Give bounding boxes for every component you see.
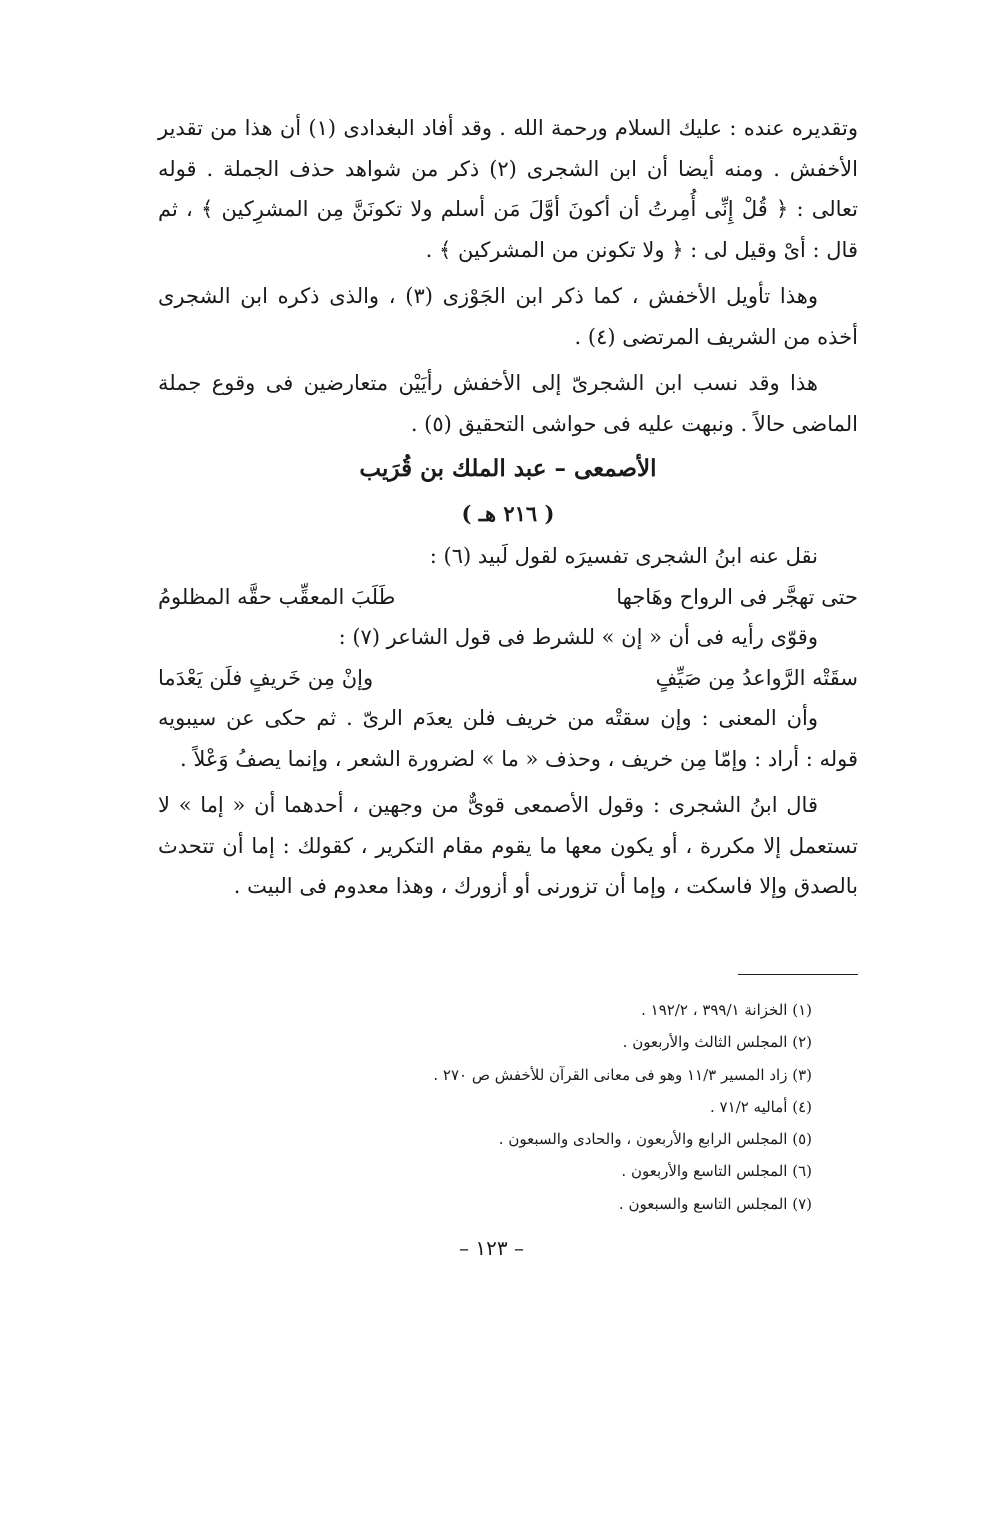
paragraph-1: وتقديره عنده : عليك السلام ورحمة الله . وقد أفاد البغدادى (١) أن هذا من تقدير الأخفش . ومنه أيضا أن ابن الشجرى (٢) ذكر من شواهد حذف الجملة . قوله تعالى : ﴿ قُلْ إِنِّى أُمِرتُ أن أكونَ أوَّلَ مَن أسلم ولا تكونَنَّ مِن المشرِكين ﴾ ، ثم قال : أىْ وقيل لى : ﴿ ولا تكونن من المشركين ﴾ . [158,116,858,262]
intro-line: نقل عنه ابنُ الشجرى تفسيرَه لقول لَبيد (٦) : [429,544,818,568]
section-date: ( ٢١٦ هـ ) [461,501,555,526]
paragraph-3: هذا وقد نسب ابن الشجرىّ إلى الأخفش رأيَيْن متعارضين فى وقوع جملة الماضى حالاً . ونبهت عليه فى حواشى التحقيق (٥) . [158,371,858,436]
footnote: (٢) المجلس الثالث والأربعون . [622,1033,812,1052]
footnote: (٣) زاد المسير ١١/٣ وهو فى معانى القرآن للأخفش ص ٢٧٠ . [433,1065,812,1084]
footnote: (٧) المجلس التاسع والسبعون . [618,1194,812,1213]
verse-lebid [158,577,858,618]
paragraph-ibn-shajari: قال ابنُ الشجرى : وقول الأصمعى قوىٌّ من وجهين ، أحدهما أن « إما » لا تستعمل إلا مكررة ، أو يكون معها ما يقوم مقام التكرير ، كقولك : إما أن تتحدث بالصدق وإلا فاسكت ، وإما أن تزورنى أو أزورك ، وهذا معدوم فى البيت . [158,793,858,898]
footnote: (٤) أماليه ٧١/٢ . [709,1097,812,1116]
verse-first-hemistich: حتى تهجَّر فى الرواح وهَاجها [616,584,858,609]
footnote: (١) الخزانة ٣٩٩/١ ، ١٩٢/٢ . [641,1001,812,1019]
page-number: – ١٢٣ – [459,1236,524,1260]
footnote: (٦) المجلس التاسع والأربعون . [621,1162,812,1181]
verse-first-hemistich: سقَتْه الرَّواعدُ مِن صَيِّفٍ [655,665,858,690]
paragraph-2: وهذا تأويل الأخفش ، كما ذكر ابن الجَوْزى (٣) ، والذى ذكره ابن الشجرى أخذه من الشريف المرتضى (٤) . [158,284,858,349]
condition-line: وقوّى رأيه فى أن « إن » للشرط فى قول الشاعر (٧) : [338,625,818,649]
main-text [158,108,858,907]
verse-second-hemistich: وإنْ مِن خَريفٍ فلَن يَعْدَما [158,665,374,690]
section-heading: الأصمعى – عبد الملك بن قُرَيب [359,455,657,482]
verse-second-hemistich: طَلَبَ المعقِّب حقَّه المظلومُ [158,584,396,609]
paragraph-meaning: وأن المعنى : وإن سقتْه من خريف فلن يعدَم الرىّ . ثم حكى عن سيبويه قوله : أراد : وإمّا مِن خريف ، وحذف « ما » لضرورة الشعر ، وإنما يصفُ وَعْلاً . [158,706,858,771]
footnote-separator [738,974,858,975]
footnotes [300,994,812,1220]
verse-poet [158,658,858,699]
footnote: (٥) المجلس الرابع والأربعون ، والحادى والسبعون . [498,1130,812,1149]
